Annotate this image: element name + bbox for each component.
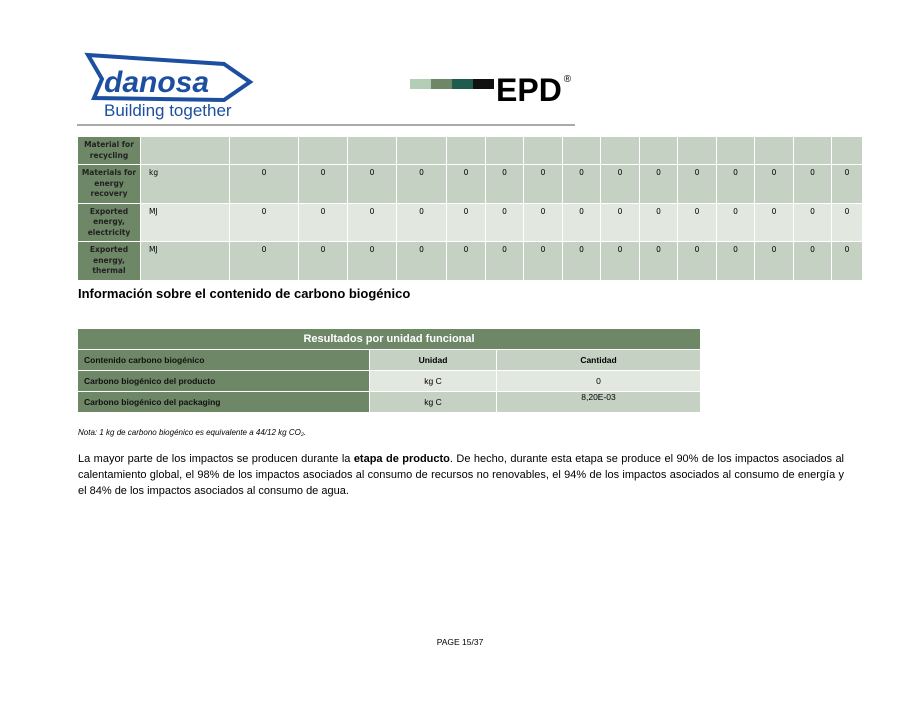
value-cell: 0 [678,203,717,242]
value-cell: 0 [447,165,486,204]
value-cell: 0 [348,203,397,242]
value-cell: 0 [486,203,524,242]
value-cell: 0 [832,203,863,242]
value-cell: 0 [348,242,397,281]
table-row [78,165,863,204]
value-cell: 0 [563,165,601,204]
value-cell: 0 [601,203,640,242]
header-divider [77,124,575,126]
value-cell: 0 [563,203,601,242]
summary-paragraph [78,451,844,499]
unit-cell [141,137,230,165]
value-cell: 8,20E-03 [497,392,701,413]
value-cell: 0 [794,165,832,204]
value-cell: 0 [230,242,299,281]
value-cell: 0 [524,203,563,242]
value-cell [486,137,524,165]
value-cell [563,137,601,165]
value-cell: 0 [794,203,832,242]
value-cell: 0 [832,165,863,204]
value-cell: 0 [447,203,486,242]
value-cell: 0 [563,242,601,281]
value-cell: 0 [678,242,717,281]
row-label: Material for recycling [78,137,141,165]
value-cell: 0 [678,165,717,204]
row-label: Exported energy, thermal [78,242,141,281]
value-cell: 0 [299,242,348,281]
epd-text: EPD [496,72,562,108]
value-cell [397,137,447,165]
row-label: Exported energy, electricity [78,203,141,242]
biogenic-carbon-table [77,328,701,413]
value-cell [230,137,299,165]
value-cell: 0 [397,242,447,281]
table-row [78,137,863,165]
value-cell: 0 [832,242,863,281]
header-cell: Unidad [370,350,497,371]
section-title: Información sobre el contenido de carbono biogénico [78,286,411,301]
header-cell: Cantidad [497,350,701,371]
value-cell [348,137,397,165]
unit-cell: kg C [370,392,497,413]
emphasis: etapa de producto [353,453,450,465]
value-cell [524,137,563,165]
indicators-table [77,136,863,281]
note: Nota: 1 kg de carbono biogénico es equivalente a 44/12 kg CO₂. [78,428,307,437]
value-cell [794,137,832,165]
page-number: PAGE 15/37 [436,637,484,647]
value-cell: 0 [601,242,640,281]
value-cell [717,137,755,165]
value-cell [640,137,678,165]
value-cell: 0 [755,203,794,242]
value-cell: 0 [447,242,486,281]
value-cell: 0 [348,165,397,204]
value-cell [832,137,863,165]
value-cell [755,137,794,165]
value-cell [601,137,640,165]
table-row [78,203,863,242]
value-cell: 0 [640,203,678,242]
value-cell [299,137,348,165]
row-label: Carbono biogénico del packaging [78,392,370,413]
value-cell: 0 [299,203,348,242]
header-cell: Contenido carbono biogénico [78,350,370,371]
table-title: Resultados por unidad funcional [78,329,701,350]
value-cell: 0 [717,242,755,281]
logo-tagline: Building together [104,101,232,120]
value-cell: 0 [601,165,640,204]
epd-logo [410,74,571,106]
value-cell: 0 [230,165,299,204]
text: . De hecho, durante esta etapa se produce el 90% de los impactos asociados al calentamiento global, el 98% de los impactos asociados al consumo de recursos no renovables, el 94% de los impactos asociados al consumo de energía y el 84% de los impactos asociados al consumo de agua. [78,453,844,497]
svg-text:danosa: danosa [104,66,210,99]
unit-cell: MJ [141,242,230,281]
value-cell [447,137,486,165]
value-cell: 0 [397,203,447,242]
value-cell: 0 [717,203,755,242]
value-cell: 0 [794,242,832,281]
row-label: Carbono biogénico del producto [78,371,370,392]
value-cell: 0 [640,242,678,281]
value-cell: 0 [230,203,299,242]
value-cell: 0 [755,242,794,281]
value-cell: 0 [755,165,794,204]
value-cell: 0 [524,242,563,281]
value-cell: 0 [524,165,563,204]
value-cell: 0 [486,165,524,204]
registered-mark: ® [563,74,572,85]
value-cell: 0 [640,165,678,204]
value-cell: 0 [717,165,755,204]
row-label: Materials for energy recovery [78,165,141,204]
value-cell: 0 [497,371,701,392]
value-cell: 0 [486,242,524,281]
table-row [78,242,863,281]
value-cell: 0 [299,165,348,204]
unit-cell: kg C [370,371,497,392]
value-cell: 0 [397,165,447,204]
text: La mayor parte de los impactos se producen durante la [78,453,354,465]
unit-cell: MJ [141,203,230,242]
value-cell [678,137,717,165]
unit-cell: kg [141,165,230,204]
